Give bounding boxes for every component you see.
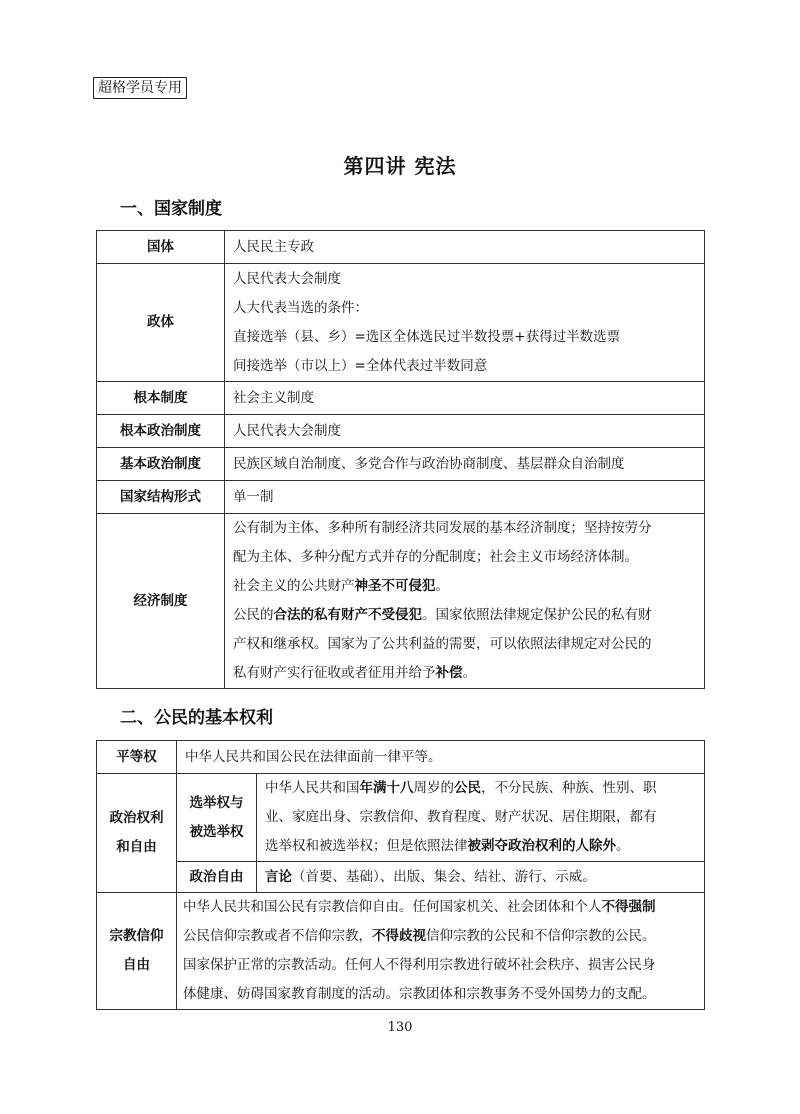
row-value-jiben: 民族区域自治制度、多党合作与政治协商制度、基层群众自治制度 (225, 448, 705, 481)
row-value-genben: 社会主义制度 (225, 382, 705, 415)
row-label-guoti: 国体 (97, 231, 225, 264)
text-span: 社会主义的公共财产 (233, 578, 355, 594)
row-label-zhengti: 政体 (97, 264, 225, 382)
row-label-zhengzhi (97, 774, 177, 893)
emphasis-text: 神圣不可侵犯 (354, 578, 436, 594)
text-line: 公有制为主体、多种所有制经济共同发展的基本经济制度；坚持按劳分 (233, 520, 652, 536)
row-value-zhengti (225, 264, 705, 382)
sub-label-xuanju (177, 774, 257, 862)
text-span: 选举权和被选举权；但是依照法律 (265, 838, 468, 854)
page-title: 第四讲 宪法 (343, 154, 457, 178)
emphasis-text: 补偿 (435, 665, 463, 681)
row-value-xuanju (257, 774, 705, 862)
text-line: 直接选举（县、乡）=选区全体选民过半数投票+获得过半数选票 (233, 328, 621, 345)
text-line: 产权和继承权。国家为了公共利益的需要，可以依照法律规定对公民的 (233, 636, 652, 652)
table-row (97, 231, 705, 264)
emphasis-text: 被剥夺政治权利的人除外 (467, 838, 616, 854)
text-line: 人大代表当选的条件： (233, 299, 368, 316)
table-row (97, 382, 705, 415)
text-line (233, 601, 696, 630)
label-line: 被选举权 (189, 823, 244, 840)
text-line (265, 832, 696, 861)
page-number: 130 (387, 1020, 413, 1035)
label-line: 自由 (123, 957, 150, 973)
label-line: 选举权与 (189, 794, 244, 811)
text-line (233, 572, 696, 601)
table-row (97, 774, 705, 862)
emphasis-text: 不得强制 (601, 899, 656, 915)
row-label-jiegou: 国家结构形式 (97, 481, 225, 514)
text-span: 。 (462, 665, 476, 681)
text-span: 中华人民共和国 (265, 780, 360, 796)
emphasis-text: 年满十八 (359, 780, 414, 796)
text-line: 人民代表大会制度 (233, 270, 341, 287)
emphasis-text: 言论 (265, 868, 292, 885)
text-line: 间接选举（市以上）=全体代表过半数同意 (233, 357, 488, 374)
text-line (183, 893, 698, 922)
table-row (97, 741, 705, 774)
section-heading-basic-rights: 二、公民的基本权利 (120, 708, 273, 728)
text-span: 。 (435, 578, 449, 594)
row-value-zongjiao (177, 893, 705, 1010)
sub-label-ziyou: 政治自由 (177, 862, 257, 893)
student-only-tag: 超格学员专用 (93, 77, 187, 99)
row-value-jingji (225, 514, 705, 689)
table-row (97, 481, 705, 514)
text-span: 。 (616, 838, 630, 854)
emphasis-text: 公民 (454, 780, 481, 796)
row-value-pingdeng: 中华人民共和国公民在法律面前一律平等。 (177, 741, 705, 774)
row-label-jingji: 经济制度 (97, 514, 225, 689)
text-line: 体健康、妨碍国家教育制度的活动。宗教团体和宗教事务不受外国势力的支配。 (183, 986, 656, 1002)
table-row (97, 862, 705, 893)
text-line: 业、家庭出身、宗教信仰、教育程度、财产状况、居住期限，都有 (265, 809, 657, 825)
national-system-table (96, 230, 705, 689)
row-value-jiegou: 单一制 (225, 481, 705, 514)
label-line: 宗教信仰 (109, 928, 164, 944)
row-label-genben: 根本制度 (97, 382, 225, 415)
text-line (265, 774, 696, 803)
text-span: 中华人民共和国公民有宗教信仰自由。任何国家机关、社会团体和个人 (183, 899, 602, 915)
text-span: 。国家依照法律规定保护公民的私有财 (422, 607, 652, 623)
text-line: 配为主体、多种分配方式并存的分配制度；社会主义市场经济体制。 (233, 549, 638, 565)
table-row (97, 448, 705, 481)
row-label-zongjiao (97, 893, 177, 1010)
text-span: 私有财产实行征收或者征用并给予 (233, 665, 436, 681)
emphasis-text: 合法的私有财产不受侵犯 (273, 607, 422, 623)
row-value-genbenzz: 人民代表大会制度 (225, 415, 705, 448)
row-value-guoti: 人民民主专政 (225, 231, 705, 264)
text-line: 国家保护正常的宗教活动。任何人不得利用宗教进行破坏社会秩序、损害公民身 (183, 957, 656, 973)
text-span: 周岁的 (413, 780, 454, 796)
basic-rights-table (96, 740, 705, 1010)
table-row (97, 893, 705, 1010)
table-row (97, 514, 705, 689)
label-line: 政治权利 (109, 810, 164, 826)
emphasis-text: 不得歧视 (372, 928, 426, 944)
section-heading-national-system: 一、国家制度 (120, 199, 222, 219)
table-row (97, 264, 705, 382)
row-label-genbenzz: 根本政治制度 (97, 415, 225, 448)
text-span: （首要、基础）、出版、集会、结社、游行、示威。 (292, 868, 596, 885)
row-value-ziyou (257, 862, 705, 893)
text-span: 公民信仰宗教或者不信仰宗教， (183, 928, 372, 944)
text-span: ，不分民族、种族、性别、职 (481, 780, 657, 796)
text-line (183, 922, 698, 951)
table-row (97, 415, 705, 448)
row-label-pingdeng: 平等权 (97, 741, 177, 774)
text-span: 信仰宗教的公民和不信仰宗教的公民。 (426, 928, 656, 944)
text-line (233, 659, 696, 688)
text-span: 公民的 (233, 607, 274, 623)
row-label-jiben: 基本政治制度 (97, 448, 225, 481)
label-line: 和自由 (116, 839, 157, 855)
